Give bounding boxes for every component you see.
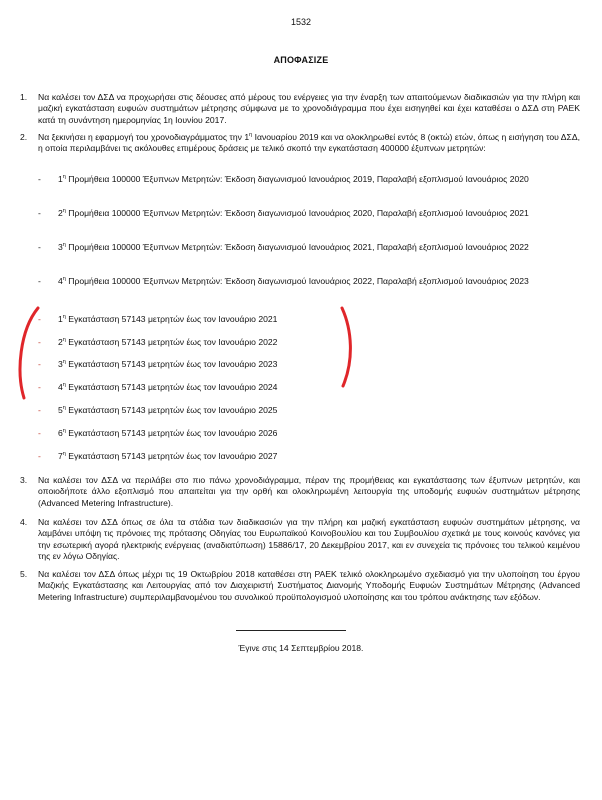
item-text: Να καλέσει τον ΔΣΔ όπως σε όλα τα στάδια των διαδικασιών για την πλήρη και μαζική εγκατάσταση ευφυών συστημάτων μέτρησης, να λαμβάνει υπόψη τις πρόνοιες της πρότασης Οδηγίας του Ευρωπαϊκού Κοινοβουλίου και του Συμβουλίου σχετικά με τους κοινούς κανόνες για την εσωτερική αγορά ηλεκτρικής ενέργειας (αναδιατύπωση) 15886/17, 20 Δεκεμβρίου 2017, και εν συνεχεία τις πρόνοιες του τελικού κειμένου της εν λόγω Οδηγίας.: [38, 517, 580, 561]
list-dash: -: [38, 314, 41, 324]
procurement-item: - $4^\eta$ Προμήθεια 100000 Έξυπνων Μετρητών: Έκδοση διαγωνισμού Ιανουάριος 2022, Παραλαβή εξοπλισμού Ιανουάριος 2023: [38, 276, 529, 286]
item-number: 4.: [20, 517, 28, 527]
installation-item: - $4^\eta$ Εγκατάσταση 57143 μετρητών έως τον Ιανουάριο 2024: [38, 382, 278, 392]
item-number: 1.: [20, 92, 28, 102]
left-bracket-icon: [20, 308, 38, 398]
list-dash: -: [38, 382, 41, 392]
item-number: 5.: [20, 569, 28, 579]
decision-item-2: [20, 132, 580, 155]
list-dash: -: [38, 428, 41, 438]
installation-item: - $5^\eta$ Εγκατάσταση 57143 μετρητών έως τον Ιανουάριο 2025: [38, 405, 278, 415]
separator-line: [236, 630, 346, 631]
list-dash: -: [38, 405, 41, 415]
page-number: 1532: [290, 17, 312, 27]
item-text: Να καλέσει τον ΔΣΔ όπως μέχρι τις 19 Οκτωβρίου 2018 καταθέσει στη ΡΑΕΚ τελικό ολοκληρωμένο σχεδιασμό για την υλοποίηση του έργου Μαζικής Εγκατάστασης και Λειτουργίας από τον Διαχειριστή Συστήματος Διανομής Υποδομής Ευφυών Συστημάτων Μέτρησης (Advanced Metering Infrastructure) συμπεριλαμβανομένου του συνολικού προϋπολογισμού υλοποίησης και του τρόπου ανάκτησης των εξόδων.: [38, 569, 580, 602]
installation-item: - $1^\eta$ Εγκατάσταση 57143 μετρητών έως τον Ιανουάριο 2021: [38, 314, 278, 324]
installation-item: - $3^\eta$ Εγκατάσταση 57143 μετρητών έως τον Ιανουάριο 2023: [38, 359, 278, 369]
list-dash: -: [38, 451, 41, 461]
item-text: Να ξεκινήσει η εφαρμογή του χρονοδιαγράμματος την $1^\eta$ Ιανουαρίου 2019 και να ολοκληρωθεί εντός 8 (οκτώ) ετών, όπως η εισήγηση του ΔΣΔ, η οποία περιλαμβάνει τις ακόλουθες επιμέρους δράσεις με τελικό σκοπό την εγκατάσταση 400000 έξυπνων μετρητών:: [38, 132, 580, 154]
procurement-item: - $2^\eta$ Προμήθεια 100000 Έξυπνων Μετρητών: Έκδοση διαγωνισμού Ιανουάριος 2020, Παραλαβή εξοπλισμού Ιανουάριος 2021: [38, 208, 529, 218]
list-dash: -: [38, 242, 41, 252]
closing-date: Έγινε στις 14 Σεπτεμβρίου 2018.: [238, 643, 364, 653]
list-dash: -: [38, 174, 41, 184]
decision-item-1: [20, 92, 580, 126]
item-number: 3.: [20, 475, 28, 485]
procurement-item: - $1^\eta$ Προμήθεια 100000 Έξυπνων Μετρητών: Έκδοση διαγωνισμού Ιανουάριος 2019, Παραλαβή εξοπλισμού Ιανουάριος 2020: [38, 174, 529, 184]
decision-item-3: [20, 475, 580, 509]
list-dash: -: [38, 208, 41, 218]
decision-heading: ΑΠΟΦΑΣΙΖΕ: [273, 55, 329, 65]
list-dash: -: [38, 276, 41, 286]
list-dash: -: [38, 337, 41, 347]
list-dash: -: [38, 359, 41, 369]
procurement-item: - $3^\eta$ Προμήθεια 100000 Έξυπνων Μετρητών: Έκδοση διαγωνισμού Ιανουάριος 2021, Παραλαβή εξοπλισμού Ιανουάριος 2022: [38, 242, 529, 252]
item-number: 2.: [20, 132, 28, 142]
installation-item: - $7^\eta$ Εγκατάσταση 57143 μετρητών έως τον Ιανουάριο 2027: [38, 451, 278, 461]
decision-item-5: [20, 569, 580, 603]
installation-item: - $2^\eta$ Εγκατάσταση 57143 μετρητών έως τον Ιανουάριο 2022: [38, 337, 278, 347]
decision-item-4: [20, 517, 580, 562]
installation-item: - $6^\eta$ Εγκατάσταση 57143 μετρητών έως τον Ιανουάριο 2026: [38, 428, 278, 438]
item-text: Να καλέσει τον ΔΣΔ να περιλάβει στο πιο πάνω χρονοδιάγραμμα, πέραν της προμήθειας και εγκατάστασης των έξυπνων μετρητών, και οποιοδήποτε άλλο εξοπλισμό που απαιτείται για την ορθή και ολοκληρωμένη λειτουργία της υποδομής ευφυών συστημάτων μέτρησης (Advanced Metering Infrastructure).: [38, 475, 580, 508]
item-text: Να καλέσει τον ΔΣΔ να προχωρήσει στις δέουσες από μέρους του ενέργειες για την έναρξη των απαιτούμενων διαδικασιών για την πλήρη και μαζική εγκατάσταση ευφυών συστημάτων μέτρησης σύμφωνα με το χρονοδιάγραμμα που έχει εισηγηθεί και έχει καταθέσει ο ΔΣΔ στη ΡΑΕΚ κατά τη συνάντηση ημερομηνίας 1η Ιουνίου 2017.: [38, 92, 580, 125]
